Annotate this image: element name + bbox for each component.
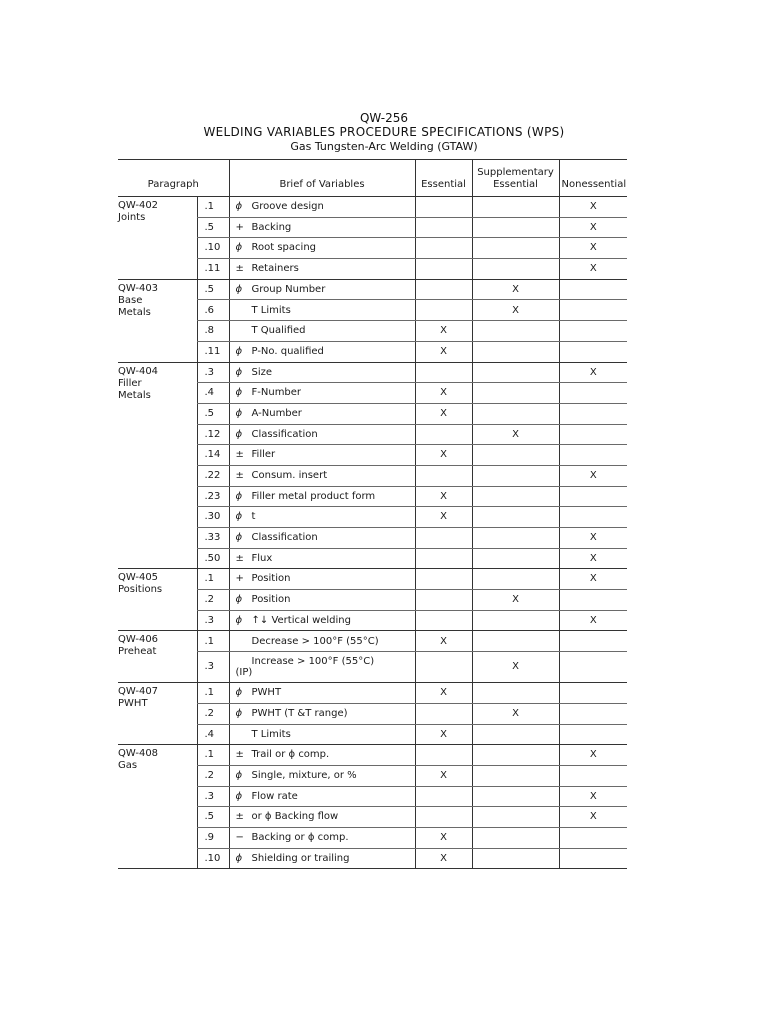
variable-cell	[229, 445, 415, 466]
paragraph-number: .5	[197, 217, 229, 238]
variable-text: A-Number	[251, 407, 302, 419]
paragraph-number: .5	[197, 403, 229, 424]
nonessential-mark	[559, 652, 627, 683]
paragraph-number: .10	[197, 238, 229, 259]
variable-symbol: ±	[235, 263, 244, 275]
essential-mark	[415, 279, 472, 300]
paragraph-group-label: QW-403 Base Metals	[118, 279, 197, 362]
variable-cell	[229, 631, 415, 652]
supplementary-mark: X	[472, 300, 559, 321]
supplementary-mark: X	[472, 652, 559, 683]
variable-symbol: ϕ	[235, 687, 243, 699]
paragraph-number: .9	[197, 827, 229, 848]
table-row	[118, 631, 627, 652]
nonessential-mark: X	[559, 807, 627, 828]
supplementary-mark	[472, 745, 559, 766]
supplementary-mark	[472, 403, 559, 424]
essential-mark	[415, 807, 472, 828]
table-code: QW-256	[359, 111, 409, 125]
nonessential-mark	[559, 321, 627, 342]
paragraph-number: .1	[197, 745, 229, 766]
variable-cell	[229, 683, 415, 704]
essential-mark	[415, 528, 472, 549]
variable-cell	[229, 403, 415, 424]
essential-mark: X	[415, 341, 472, 362]
variable-cell	[229, 424, 415, 445]
variable-cell	[229, 548, 415, 569]
variable-text: T Limits	[251, 728, 291, 740]
paragraph-group-label: QW-405 Positions	[118, 569, 197, 631]
nonessential-mark	[559, 279, 627, 300]
paragraph-number: .1	[197, 631, 229, 652]
essential-mark	[415, 465, 472, 486]
supplementary-mark	[472, 528, 559, 549]
variable-cell	[229, 528, 415, 549]
variable-text: Trail or ϕ comp.	[251, 749, 330, 761]
essential-mark	[415, 217, 472, 238]
paragraph-number: .1	[197, 683, 229, 704]
essential-mark: X	[415, 631, 472, 652]
essential-mark	[415, 424, 472, 445]
nonessential-mark	[559, 507, 627, 528]
variable-symbol: ϕ	[235, 345, 243, 357]
supplementary-mark	[472, 610, 559, 631]
variable-text: Filler metal product form	[251, 490, 376, 502]
variable-cell	[229, 259, 415, 280]
paragraph-number: .2	[197, 590, 229, 611]
nonessential-mark	[559, 848, 627, 869]
variable-cell	[229, 652, 415, 683]
supplementary-mark	[472, 486, 559, 507]
variable-symbol: ϕ	[235, 614, 243, 626]
variable-cell	[229, 807, 415, 828]
supplementary-mark	[472, 259, 559, 280]
variable-text: T Qualified	[251, 325, 306, 337]
variable-cell	[229, 827, 415, 848]
essential-mark: X	[415, 507, 472, 528]
variable-symbol: ±	[235, 811, 244, 823]
variable-cell	[229, 745, 415, 766]
essential-mark	[415, 238, 472, 259]
header-essential: Essential	[415, 160, 472, 197]
variable-text: PWHT	[251, 687, 282, 699]
variable-symbol: ϕ	[235, 387, 243, 399]
supplementary-mark	[472, 465, 559, 486]
header-supplementary: Supplementary Essential	[472, 160, 559, 197]
variable-symbol: ϕ	[235, 366, 243, 378]
paragraph-number: .8	[197, 321, 229, 342]
supplementary-mark	[472, 765, 559, 786]
variable-symbol: +	[235, 573, 244, 585]
variable-cell	[229, 341, 415, 362]
table-row	[118, 279, 627, 300]
table-row	[118, 197, 627, 218]
supplementary-mark	[472, 321, 559, 342]
variable-symbol: ϕ	[235, 242, 243, 254]
variable-text: Size	[251, 366, 273, 378]
variable-text: Retainers	[251, 263, 299, 275]
paragraph-number: .3	[197, 786, 229, 807]
variable-cell	[229, 383, 415, 404]
supplementary-mark	[472, 217, 559, 238]
paragraph-number: .3	[197, 652, 229, 683]
paragraph-number: .5	[197, 807, 229, 828]
paragraph-number: .10	[197, 848, 229, 869]
variable-cell	[229, 279, 415, 300]
supplementary-mark	[472, 724, 559, 745]
variable-text: Root spacing	[251, 242, 316, 254]
paragraph-number: .30	[197, 507, 229, 528]
nonessential-mark: X	[559, 569, 627, 590]
paragraph-number: .4	[197, 383, 229, 404]
essential-mark: X	[415, 486, 472, 507]
nonessential-mark: X	[559, 610, 627, 631]
paragraph-number: .4	[197, 724, 229, 745]
paragraph-group-label: QW-406 Preheat	[118, 631, 197, 683]
variable-symbol: ϕ	[235, 594, 243, 606]
variable-text: or ϕ Backing flow	[251, 811, 339, 823]
variable-text: PWHT (T &T range)	[251, 707, 348, 719]
nonessential-mark: X	[559, 362, 627, 383]
paragraph-number: .5	[197, 279, 229, 300]
essential-mark: X	[415, 403, 472, 424]
variable-text: Position	[251, 573, 291, 585]
paragraph-group-label: QW-402 Joints	[118, 197, 197, 280]
table-row	[118, 745, 627, 766]
supplementary-mark: X	[472, 279, 559, 300]
supplementary-mark	[472, 238, 559, 259]
supplementary-mark	[472, 548, 559, 569]
variable-symbol: ϕ	[235, 283, 243, 295]
variable-symbol: ϕ	[235, 490, 243, 502]
essential-mark: X	[415, 848, 472, 869]
variable-text: T Limits	[251, 304, 291, 316]
variable-text: Single, mixture, or %	[251, 769, 357, 781]
essential-mark	[415, 786, 472, 807]
supplementary-mark: X	[472, 590, 559, 611]
paragraph-number: .1	[197, 197, 229, 218]
nonessential-mark	[559, 403, 627, 424]
supplementary-mark	[472, 507, 559, 528]
essential-mark: X	[415, 445, 472, 466]
variable-symbol: ϕ	[235, 852, 243, 864]
paragraph-number: .6	[197, 300, 229, 321]
nonessential-mark	[559, 424, 627, 445]
essential-mark	[415, 703, 472, 724]
variable-text: P-No. qualified	[251, 345, 324, 357]
variable-cell	[229, 300, 415, 321]
variable-text: t	[251, 511, 256, 523]
essential-mark	[415, 569, 472, 590]
variable-cell	[229, 848, 415, 869]
supplementary-mark	[472, 341, 559, 362]
essential-mark: X	[415, 765, 472, 786]
nonessential-mark	[559, 590, 627, 611]
variable-symbol: ϕ	[235, 428, 243, 440]
nonessential-mark	[559, 683, 627, 704]
essential-mark: X	[415, 321, 472, 342]
variable-cell	[229, 197, 415, 218]
essential-mark	[415, 652, 472, 683]
paragraph-number: .23	[197, 486, 229, 507]
supplementary-mark	[472, 569, 559, 590]
variable-symbol: ±	[235, 449, 244, 461]
table-row	[118, 683, 627, 704]
header-paragraph: Paragraph	[118, 160, 229, 197]
paragraph-number: .3	[197, 610, 229, 631]
supplementary-mark: X	[472, 424, 559, 445]
variable-text: Backing	[251, 221, 292, 233]
supplementary-mark	[472, 807, 559, 828]
variable-symbol: ϕ	[235, 511, 243, 523]
variable-text: Flow rate	[251, 790, 298, 802]
paragraph-group-label: QW-407 PWHT	[118, 683, 197, 745]
variable-text: F-Number	[251, 387, 302, 399]
essential-mark	[415, 548, 472, 569]
paragraph-number: .3	[197, 362, 229, 383]
table-row	[118, 569, 627, 590]
essential-mark	[415, 259, 472, 280]
paragraph-number: .50	[197, 548, 229, 569]
variable-text: Group Number	[251, 283, 326, 295]
table-body	[118, 197, 627, 869]
variable-text: Increase > 100°F (55°C) (IP)	[235, 655, 375, 679]
supplementary-mark	[472, 445, 559, 466]
variable-cell	[229, 362, 415, 383]
welding-variables-table	[118, 159, 627, 869]
nonessential-mark	[559, 486, 627, 507]
essential-mark	[415, 610, 472, 631]
variable-text: ↑↓ Vertical welding	[251, 614, 351, 626]
paragraph-number: .11	[197, 341, 229, 362]
variable-symbol: +	[235, 221, 244, 233]
nonessential-mark	[559, 827, 627, 848]
variable-symbol: ϕ	[235, 201, 243, 213]
variable-text: Backing or ϕ comp.	[251, 832, 349, 844]
paragraph-number: .2	[197, 703, 229, 724]
variable-symbol: ϕ	[235, 532, 243, 544]
variable-cell	[229, 507, 415, 528]
variable-cell	[229, 765, 415, 786]
nonessential-mark: X	[559, 465, 627, 486]
nonessential-mark: X	[559, 217, 627, 238]
header-row	[118, 160, 627, 197]
variable-text: Filler	[251, 449, 276, 461]
essential-mark: X	[415, 383, 472, 404]
variable-text: Flux	[251, 552, 273, 564]
variable-symbol: ±	[235, 749, 244, 761]
variable-cell	[229, 786, 415, 807]
nonessential-mark: X	[559, 745, 627, 766]
supplementary-mark	[472, 362, 559, 383]
variable-symbol: ϕ	[235, 790, 243, 802]
essential-mark	[415, 590, 472, 611]
essential-mark: X	[415, 827, 472, 848]
nonessential-mark: X	[559, 238, 627, 259]
nonessential-mark: X	[559, 786, 627, 807]
variable-cell	[229, 610, 415, 631]
variable-symbol: ϕ	[235, 769, 243, 781]
nonessential-mark: X	[559, 259, 627, 280]
variable-text: Decrease > 100°F (55°C)	[251, 635, 379, 647]
nonessential-mark	[559, 631, 627, 652]
variable-symbol: −	[235, 832, 244, 844]
nonessential-mark	[559, 341, 627, 362]
supplementary-mark	[472, 197, 559, 218]
paragraph-number: .22	[197, 465, 229, 486]
variable-text: Classification	[251, 532, 318, 544]
nonessential-mark	[559, 300, 627, 321]
nonessential-mark	[559, 703, 627, 724]
variable-cell	[229, 321, 415, 342]
paragraph-number: .12	[197, 424, 229, 445]
nonessential-mark	[559, 724, 627, 745]
nonessential-mark: X	[559, 548, 627, 569]
supplementary-mark	[472, 383, 559, 404]
header-brief: Brief of Variables	[229, 160, 415, 197]
essential-mark: X	[415, 724, 472, 745]
paragraph-number: .1	[197, 569, 229, 590]
variable-text: Position	[251, 594, 291, 606]
nonessential-mark: X	[559, 528, 627, 549]
nonessential-mark	[559, 445, 627, 466]
variable-text: Consum. insert	[251, 470, 328, 482]
table-row	[118, 362, 627, 383]
header-nonessential: Nonessential	[559, 160, 627, 197]
variable-cell	[229, 703, 415, 724]
supplementary-mark	[472, 827, 559, 848]
table-title: WELDING VARIABLES PROCEDURE SPECIFICATIONS (WPS)	[203, 125, 565, 139]
paragraph-group-label: QW-404 Filler Metals	[118, 362, 197, 569]
essential-mark	[415, 197, 472, 218]
variable-symbol: ϕ	[235, 707, 243, 719]
variable-text: Shielding or trailing	[251, 852, 350, 864]
variable-cell	[229, 486, 415, 507]
essential-mark	[415, 745, 472, 766]
variable-symbol: ϕ	[235, 407, 243, 419]
variable-cell	[229, 217, 415, 238]
nonessential-mark	[559, 765, 627, 786]
variable-cell	[229, 590, 415, 611]
variable-symbol: ±	[235, 470, 244, 482]
essential-mark	[415, 300, 472, 321]
paragraph-number: .2	[197, 765, 229, 786]
supplementary-mark	[472, 683, 559, 704]
variable-text: Groove design	[251, 201, 324, 213]
nonessential-mark: X	[559, 197, 627, 218]
variable-cell	[229, 238, 415, 259]
variable-cell	[229, 569, 415, 590]
supplementary-mark	[472, 848, 559, 869]
variable-symbol: ±	[235, 552, 244, 564]
paragraph-number: .33	[197, 528, 229, 549]
essential-mark	[415, 362, 472, 383]
essential-mark: X	[415, 683, 472, 704]
variable-cell	[229, 724, 415, 745]
supplementary-mark: X	[472, 703, 559, 724]
nonessential-mark	[559, 383, 627, 404]
paragraph-number: .11	[197, 259, 229, 280]
variable-cell	[229, 465, 415, 486]
paragraph-number: .14	[197, 445, 229, 466]
variable-text: Classification	[251, 428, 318, 440]
supplementary-mark	[472, 786, 559, 807]
process-subtitle: Gas Tungsten-Arc Welding (GTAW)	[290, 140, 478, 153]
supplementary-mark	[472, 631, 559, 652]
paragraph-group-label: QW-408 Gas	[118, 745, 197, 869]
